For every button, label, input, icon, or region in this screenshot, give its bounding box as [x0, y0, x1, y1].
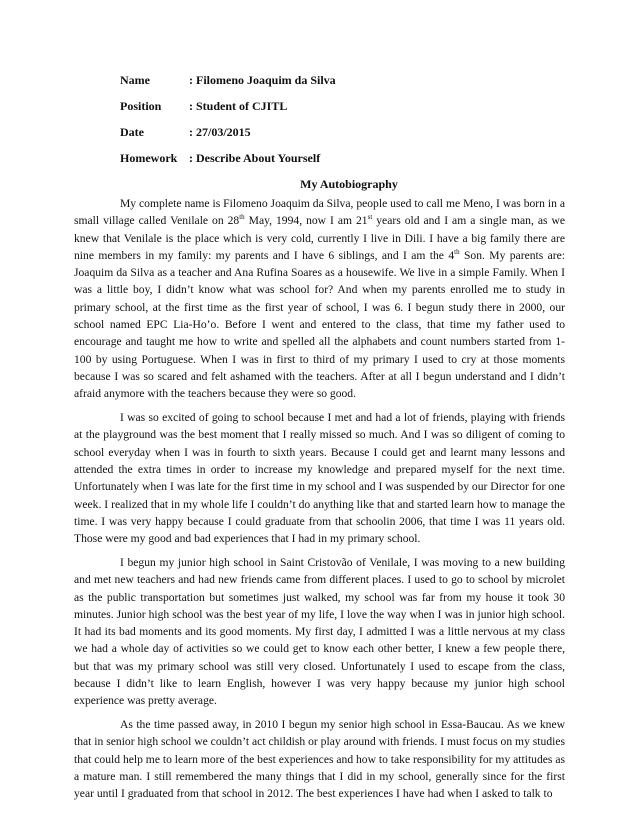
name-label: Name — [120, 73, 150, 87]
position-label: Position — [120, 99, 162, 113]
page-title: My Autobiography — [300, 177, 398, 191]
paragraph-1-part-c: years old and I am a single man, as we knew that Venilale is the place which is very cold, currently I live in Dili. I have a big family there are nine members in my family: my parents and I have 6 siblings, and I am the 4 — [74, 214, 565, 262]
ordinal-suffix: st — [367, 213, 373, 222]
date-value: : 27/03/2015 — [189, 125, 251, 139]
date-label: Date — [120, 125, 144, 139]
ordinal-suffix: th — [454, 248, 460, 257]
homework-row — [120, 151, 320, 165]
ordinal-suffix: th — [239, 213, 245, 222]
paragraph-1-part-a: My complete name is Filomeno Joaquim da Silva, people used to call me Meno, I was born in a small village called Venilale on 28 — [74, 197, 565, 228]
paragraph-3: I begun my junior high school in Saint Cristovão of Venilale, I was moving to a new building and met new teachers and had new friends came from different places. I used to go to school by microlet as the public transportation but sometimes just walked, my school was far from my house it took 30 minutes. Junior high school was the best year of my life, I love the way when I was in junior high school. It had its bad moments and its good moments. My first day, I admitted I was a little nervous at my class we had a whole day of activities so we could get to know each other better, I knew a few people there, but that was my primary school was still very closed. Unfortunately I used to escape from the class, because I didn’t like to learn English, however I was very happy because my junior high school experience was pretty average. — [74, 555, 565, 708]
body-text — [74, 195, 565, 809]
homework-value: : Describe About Yourself — [189, 151, 321, 165]
paragraph-2: I was so excited of going to school because I met and had a lot of friends, playing with friends at the playground was the best moment that I really missed so much. And I was so diligent of coming to school everyday when I was in fourth to sixth years. Because I could get and learnt many lessons and attended the extra times in order to increase my knowledge and prepared myself for the next time. Unfortunately when I was late for the first time in my school and I was suspended by our Director for one week. I realized that in my whole life I couldn’t do anything like that and started learn how to manage the time. I was very happy because I could graduate from that schoolin 2006, that time I was 11 years old. Those were my good and bad experiences that I had in my primary school. — [74, 411, 565, 546]
paragraph-1-part-d: Son. My parents are: Joaquim da Silva as a teacher and Ana Rufina Soares as a housewife. We live in a simple Family. When I was a little boy, I didn’t know what was school for? And when my parents enrolled me to study in primary school, at the first time as the first year of school, I was 6. I begun study there in 2000, our school named EPC Lia-Ho’o. Before I went and entered to the class, that time my father used to encourage and taught me how to write and spelled all the alphabets and count numbers started from 1-100 by using Portuguese. When I was in first to third of my primary I used to cry at those moments because I was so scared and felt ashamed with the teachers. After at all I begun understand and I didn’t afraid anymore with the teachers because they were so good. — [74, 248, 565, 401]
position-value: : Student of CJITL — [189, 99, 288, 113]
date-row — [120, 125, 251, 139]
paragraph-4: As the time passed away, in 2010 I begun my senior high school in Essa-Baucau. As we knew that in senior high school we couldn’t act childish or play around with friends. I must focus on my studies that could help me to learn more of the best experiences and how to take responsibility for my attitudes as a mature man. I still remembered the many things that I did in my school, generally since for the first year until I graduated from that school in 2012. The best experiences I have had when I asked to talk to — [74, 718, 565, 801]
homework-label: Homework — [120, 151, 178, 165]
paragraph-1 — [74, 195, 565, 403]
paragraph-1-part-b: May, 1994, now I am 21 — [244, 214, 368, 228]
position-row — [120, 99, 287, 113]
name-row — [120, 73, 336, 87]
name-value: : Filomeno Joaquim da Silva — [189, 73, 336, 87]
